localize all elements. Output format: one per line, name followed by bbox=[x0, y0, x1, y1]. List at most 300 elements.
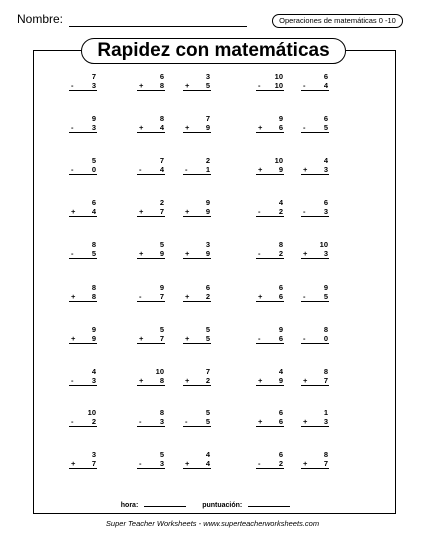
answer-line[interactable] bbox=[137, 343, 165, 344]
problem-bottom-line bbox=[66, 334, 96, 343]
problem-top-number: 4 bbox=[91, 367, 96, 376]
math-problem bbox=[134, 450, 178, 478]
math-problem bbox=[253, 408, 297, 436]
problem-bottom-number: 1 bbox=[205, 165, 210, 174]
problem-bottom-line bbox=[298, 249, 328, 258]
problem-top-number: 8 bbox=[278, 240, 283, 249]
problem-top-number: 8 bbox=[323, 325, 328, 334]
math-problem bbox=[66, 240, 110, 268]
answer-line[interactable] bbox=[183, 174, 211, 175]
problem-operator: + bbox=[71, 459, 76, 468]
problem-operator: + bbox=[185, 123, 190, 132]
problem-operator: - bbox=[71, 81, 74, 90]
problem-operator: + bbox=[258, 165, 263, 174]
problem-bottom-line bbox=[66, 165, 96, 174]
problem-bottom-number: 10 bbox=[274, 81, 283, 90]
problem-operator: + bbox=[139, 334, 144, 343]
problem-top-number: 5 bbox=[159, 240, 164, 249]
problem-bottom-line bbox=[253, 123, 283, 132]
answer-line[interactable] bbox=[137, 132, 165, 133]
problem-bottom-number: 5 bbox=[323, 292, 328, 301]
problem-top-number: 10 bbox=[319, 240, 328, 249]
worksheet-title: Rapidez con matemáticas bbox=[81, 38, 346, 64]
problem-top-number: 4 bbox=[278, 198, 283, 207]
math-problem bbox=[253, 367, 297, 395]
math-problem bbox=[298, 325, 342, 353]
problem-bottom-line bbox=[134, 165, 164, 174]
math-problem bbox=[298, 408, 342, 436]
problem-top-number: 6 bbox=[323, 72, 328, 81]
answer-line[interactable] bbox=[301, 385, 329, 386]
problem-top-number: 8 bbox=[323, 450, 328, 459]
problem-bottom-line bbox=[180, 292, 210, 301]
problem-bottom-line bbox=[298, 334, 328, 343]
problem-operator: + bbox=[303, 376, 308, 385]
problem-bottom-number: 3 bbox=[91, 376, 96, 385]
problem-top-number: 9 bbox=[91, 114, 96, 123]
problem-bottom-number: 2 bbox=[91, 417, 96, 426]
problem-bottom-number: 8 bbox=[159, 81, 164, 90]
answer-line[interactable] bbox=[137, 174, 165, 175]
problem-operator: - bbox=[258, 459, 261, 468]
math-problem bbox=[180, 72, 224, 100]
answer-line[interactable] bbox=[69, 343, 97, 344]
problem-top-number: 7 bbox=[91, 72, 96, 81]
answer-line[interactable] bbox=[256, 468, 284, 469]
problem-top-number: 9 bbox=[323, 283, 328, 292]
math-problem bbox=[253, 283, 297, 311]
problem-bottom-number: 3 bbox=[159, 417, 164, 426]
problem-bottom-line bbox=[66, 292, 96, 301]
problem-bottom-number: 3 bbox=[159, 459, 164, 468]
problem-top-number: 5 bbox=[159, 450, 164, 459]
math-problem bbox=[134, 156, 178, 184]
math-problem bbox=[134, 325, 178, 353]
problem-operator: + bbox=[258, 292, 263, 301]
problem-bottom-line bbox=[298, 123, 328, 132]
problem-operator: + bbox=[71, 334, 76, 343]
problem-operator: + bbox=[139, 249, 144, 258]
frame-top-right-line bbox=[346, 50, 396, 51]
problem-bottom-line bbox=[180, 123, 210, 132]
problem-bottom-line bbox=[66, 81, 96, 90]
math-problem bbox=[66, 198, 110, 226]
problem-top-number: 9 bbox=[159, 283, 164, 292]
problem-bottom-number: 3 bbox=[323, 165, 328, 174]
problem-bottom-number: 6 bbox=[278, 292, 283, 301]
answer-line[interactable] bbox=[69, 174, 97, 175]
math-problem bbox=[180, 114, 224, 142]
answer-line[interactable] bbox=[256, 90, 284, 91]
problem-bottom-line bbox=[66, 249, 96, 258]
problem-bottom-number: 9 bbox=[91, 334, 96, 343]
problem-bottom-number: 9 bbox=[205, 123, 210, 132]
problem-bottom-line bbox=[253, 165, 283, 174]
problem-bottom-number: 5 bbox=[205, 334, 210, 343]
answer-line[interactable] bbox=[256, 258, 284, 259]
math-problem bbox=[134, 240, 178, 268]
math-problem bbox=[134, 367, 178, 395]
problem-top-number: 9 bbox=[278, 325, 283, 334]
problem-bottom-number: 4 bbox=[323, 81, 328, 90]
problem-bottom-number: 2 bbox=[278, 249, 283, 258]
answer-line[interactable] bbox=[183, 385, 211, 386]
problem-operator: - bbox=[303, 334, 306, 343]
problem-top-number: 5 bbox=[205, 325, 210, 334]
answer-line[interactable] bbox=[69, 426, 97, 427]
problem-top-number: 6 bbox=[278, 283, 283, 292]
problem-bottom-number: 6 bbox=[278, 123, 283, 132]
problem-bottom-line bbox=[298, 207, 328, 216]
problem-bottom-line bbox=[298, 165, 328, 174]
answer-line[interactable] bbox=[183, 426, 211, 427]
math-problem bbox=[180, 367, 224, 395]
math-problem bbox=[253, 114, 297, 142]
answer-line[interactable] bbox=[256, 385, 284, 386]
math-problem bbox=[253, 240, 297, 268]
answer-line[interactable] bbox=[69, 301, 97, 302]
answer-line[interactable] bbox=[301, 216, 329, 217]
problem-top-number: 6 bbox=[323, 114, 328, 123]
problem-operator: - bbox=[71, 376, 74, 385]
problem-operator: - bbox=[185, 417, 188, 426]
math-problem bbox=[180, 198, 224, 226]
problem-bottom-line bbox=[253, 459, 283, 468]
problem-bottom-number: 7 bbox=[159, 292, 164, 301]
problem-bottom-line bbox=[134, 81, 164, 90]
answer-line[interactable] bbox=[301, 258, 329, 259]
problem-operator: - bbox=[258, 249, 261, 258]
problem-bottom-number: 9 bbox=[278, 165, 283, 174]
problem-operator: + bbox=[185, 376, 190, 385]
problem-top-number: 10 bbox=[274, 72, 283, 81]
problem-top-number: 7 bbox=[159, 156, 164, 165]
problem-bottom-number: 7 bbox=[323, 459, 328, 468]
problem-bottom-number: 2 bbox=[205, 376, 210, 385]
math-problem bbox=[253, 325, 297, 353]
problem-operator: - bbox=[303, 292, 306, 301]
math-problem bbox=[66, 72, 110, 100]
math-problem bbox=[134, 283, 178, 311]
problem-operator: + bbox=[258, 376, 263, 385]
problem-bottom-number: 8 bbox=[91, 292, 96, 301]
math-problem bbox=[66, 156, 110, 184]
answer-line[interactable] bbox=[301, 301, 329, 302]
problem-bottom-number: 6 bbox=[278, 334, 283, 343]
problem-top-number: 5 bbox=[159, 325, 164, 334]
math-problem bbox=[66, 408, 110, 436]
problem-bottom-line bbox=[253, 207, 283, 216]
problem-top-number: 9 bbox=[278, 114, 283, 123]
problem-bottom-number: 4 bbox=[205, 459, 210, 468]
math-problem bbox=[298, 156, 342, 184]
problem-operator: - bbox=[258, 334, 261, 343]
problem-bottom-line bbox=[298, 417, 328, 426]
problem-operator: + bbox=[303, 165, 308, 174]
problem-bottom-number: 4 bbox=[159, 165, 164, 174]
problem-operator: - bbox=[258, 207, 261, 216]
problem-operator: + bbox=[71, 207, 76, 216]
problem-bottom-number: 4 bbox=[91, 207, 96, 216]
math-problem bbox=[180, 450, 224, 478]
problem-operator: + bbox=[185, 292, 190, 301]
problem-operator: - bbox=[71, 165, 74, 174]
problem-bottom-number: 0 bbox=[323, 334, 328, 343]
problem-bottom-number: 3 bbox=[91, 123, 96, 132]
problem-operator: + bbox=[185, 459, 190, 468]
math-problem bbox=[66, 283, 110, 311]
math-problem bbox=[298, 198, 342, 226]
math-problem bbox=[66, 325, 110, 353]
problem-top-number: 6 bbox=[278, 450, 283, 459]
answer-line[interactable] bbox=[137, 468, 165, 469]
problem-bottom-line bbox=[134, 123, 164, 132]
answer-line[interactable] bbox=[256, 301, 284, 302]
problem-operator: + bbox=[71, 292, 76, 301]
math-problem bbox=[180, 240, 224, 268]
problem-bottom-line bbox=[180, 207, 210, 216]
math-problem bbox=[298, 450, 342, 478]
problem-top-number: 4 bbox=[278, 367, 283, 376]
problem-operator: + bbox=[258, 123, 263, 132]
problem-top-number: 8 bbox=[91, 283, 96, 292]
problem-bottom-number: 3 bbox=[91, 81, 96, 90]
problem-bottom-line bbox=[253, 376, 283, 385]
problem-bottom-line bbox=[180, 376, 210, 385]
answer-line[interactable] bbox=[301, 426, 329, 427]
problem-bottom-line bbox=[253, 334, 283, 343]
answer-line[interactable] bbox=[183, 343, 211, 344]
problem-top-number: 6 bbox=[159, 72, 164, 81]
problem-bottom-line bbox=[66, 207, 96, 216]
problem-bottom-line bbox=[298, 292, 328, 301]
score-label: puntuación: bbox=[202, 502, 243, 509]
answer-line[interactable] bbox=[256, 132, 284, 133]
problem-bottom-line bbox=[180, 81, 210, 90]
name-label: Nombre: bbox=[17, 12, 64, 26]
problem-bottom-line bbox=[134, 249, 164, 258]
answer-line[interactable] bbox=[256, 343, 284, 344]
problem-top-number: 6 bbox=[278, 408, 283, 417]
problem-bottom-number: 4 bbox=[159, 123, 164, 132]
problem-top-number: 8 bbox=[323, 367, 328, 376]
math-problem bbox=[66, 367, 110, 395]
problem-bottom-line bbox=[253, 292, 283, 301]
problem-bottom-line bbox=[180, 417, 210, 426]
problem-bottom-number: 9 bbox=[159, 249, 164, 258]
problem-bottom-line bbox=[298, 376, 328, 385]
problem-top-number: 8 bbox=[91, 240, 96, 249]
problem-operator: + bbox=[185, 249, 190, 258]
answer-line[interactable] bbox=[301, 174, 329, 175]
problem-top-number: 5 bbox=[205, 408, 210, 417]
problem-bottom-line bbox=[66, 459, 96, 468]
name-field-line[interactable] bbox=[69, 26, 247, 27]
score-row bbox=[0, 500, 425, 509]
problem-bottom-number: 8 bbox=[159, 376, 164, 385]
problem-top-number: 8 bbox=[159, 408, 164, 417]
math-problem bbox=[134, 114, 178, 142]
answer-line[interactable] bbox=[137, 301, 165, 302]
problem-bottom-line bbox=[134, 292, 164, 301]
math-problem bbox=[180, 283, 224, 311]
math-problem bbox=[253, 450, 297, 478]
problem-bottom-line bbox=[298, 459, 328, 468]
answer-line[interactable] bbox=[69, 90, 97, 91]
answer-line[interactable] bbox=[69, 132, 97, 133]
problem-top-number: 10 bbox=[155, 367, 164, 376]
problem-bottom-line bbox=[66, 376, 96, 385]
problem-operator: - bbox=[303, 123, 306, 132]
problem-operator: - bbox=[258, 81, 261, 90]
math-problem bbox=[66, 450, 110, 478]
answer-line[interactable] bbox=[183, 468, 211, 469]
problem-bottom-line bbox=[180, 459, 210, 468]
answer-line[interactable] bbox=[183, 216, 211, 217]
answer-line[interactable] bbox=[183, 90, 211, 91]
footer-credit: Super Teacher Worksheets - www.superteacherworksheets.com bbox=[105, 519, 320, 528]
math-problem bbox=[298, 114, 342, 142]
answer-line[interactable] bbox=[301, 90, 329, 91]
problem-top-number: 6 bbox=[323, 198, 328, 207]
problem-bottom-number: 7 bbox=[159, 207, 164, 216]
problem-bottom-number: 2 bbox=[205, 292, 210, 301]
problem-bottom-number: 3 bbox=[323, 417, 328, 426]
problem-bottom-number: 7 bbox=[159, 334, 164, 343]
problem-operator: + bbox=[185, 334, 190, 343]
problem-bottom-number: 7 bbox=[323, 376, 328, 385]
topic-badge: Operaciones de matemáticas 0 -10 bbox=[272, 14, 403, 28]
problem-top-number: 10 bbox=[87, 408, 96, 417]
problem-operator: + bbox=[303, 459, 308, 468]
problem-top-number: 6 bbox=[205, 283, 210, 292]
problem-top-number: 3 bbox=[205, 240, 210, 249]
problem-operator: - bbox=[185, 165, 188, 174]
problem-operator: - bbox=[71, 249, 74, 258]
answer-line[interactable] bbox=[256, 216, 284, 217]
answer-line[interactable] bbox=[301, 343, 329, 344]
answer-line[interactable] bbox=[301, 132, 329, 133]
math-problem bbox=[253, 198, 297, 226]
answer-line[interactable] bbox=[69, 468, 97, 469]
math-problem bbox=[134, 408, 178, 436]
answer-line[interactable] bbox=[137, 258, 165, 259]
problem-bottom-number: 2 bbox=[278, 207, 283, 216]
problem-top-number: 10 bbox=[274, 156, 283, 165]
frame-top-left-line bbox=[33, 50, 81, 51]
problem-bottom-line bbox=[253, 81, 283, 90]
answer-line[interactable] bbox=[69, 258, 97, 259]
problem-operator: - bbox=[139, 417, 142, 426]
problem-operator: - bbox=[139, 292, 142, 301]
problem-operator: + bbox=[185, 81, 190, 90]
problem-bottom-number: 0 bbox=[91, 165, 96, 174]
answer-line[interactable] bbox=[183, 132, 211, 133]
problem-operator: + bbox=[258, 417, 263, 426]
answer-line[interactable] bbox=[69, 385, 97, 386]
problem-operator: + bbox=[139, 81, 144, 90]
problem-top-number: 3 bbox=[91, 450, 96, 459]
problem-bottom-number: 9 bbox=[205, 249, 210, 258]
problem-top-number: 2 bbox=[159, 198, 164, 207]
problem-bottom-number: 5 bbox=[91, 249, 96, 258]
math-problem bbox=[180, 156, 224, 184]
problem-bottom-number: 6 bbox=[278, 417, 283, 426]
math-problem bbox=[180, 408, 224, 436]
problem-bottom-line bbox=[134, 334, 164, 343]
problem-bottom-line bbox=[180, 334, 210, 343]
time-label: hora: bbox=[120, 502, 139, 509]
problem-bottom-number: 5 bbox=[205, 417, 210, 426]
math-problem bbox=[298, 367, 342, 395]
problem-top-number: 4 bbox=[323, 156, 328, 165]
answer-line[interactable] bbox=[137, 385, 165, 386]
problem-bottom-number: 3 bbox=[323, 207, 328, 216]
math-problem bbox=[134, 72, 178, 100]
problem-operator: - bbox=[139, 459, 142, 468]
problem-operator: - bbox=[71, 417, 74, 426]
answer-line[interactable] bbox=[183, 258, 211, 259]
problem-bottom-line bbox=[298, 81, 328, 90]
problem-bottom-line bbox=[66, 417, 96, 426]
answer-line[interactable] bbox=[256, 174, 284, 175]
answer-line[interactable] bbox=[256, 426, 284, 427]
problem-top-number: 1 bbox=[323, 408, 328, 417]
answer-line[interactable] bbox=[69, 216, 97, 217]
problem-operator: - bbox=[139, 165, 142, 174]
time-field-line[interactable] bbox=[144, 500, 186, 507]
problem-operator: - bbox=[71, 123, 74, 132]
problem-top-number: 9 bbox=[91, 325, 96, 334]
problem-bottom-line bbox=[134, 207, 164, 216]
answer-line[interactable] bbox=[137, 90, 165, 91]
problem-operator: - bbox=[303, 207, 306, 216]
problem-top-number: 6 bbox=[91, 198, 96, 207]
math-problem bbox=[298, 240, 342, 268]
problem-operator: + bbox=[139, 207, 144, 216]
math-problem bbox=[253, 156, 297, 184]
problem-bottom-number: 5 bbox=[323, 123, 328, 132]
problem-bottom-number: 2 bbox=[278, 459, 283, 468]
problem-operator: + bbox=[303, 249, 308, 258]
math-problem bbox=[298, 72, 342, 100]
problem-bottom-line bbox=[180, 165, 210, 174]
score-field-line[interactable] bbox=[248, 500, 290, 507]
problem-operator: + bbox=[303, 417, 308, 426]
problem-operator: + bbox=[185, 207, 190, 216]
problem-bottom-number: 9 bbox=[205, 207, 210, 216]
problem-operator: + bbox=[139, 376, 144, 385]
problem-top-number: 4 bbox=[205, 450, 210, 459]
answer-line[interactable] bbox=[183, 301, 211, 302]
math-problem bbox=[298, 283, 342, 311]
problem-top-number: 7 bbox=[205, 114, 210, 123]
answer-line[interactable] bbox=[137, 426, 165, 427]
problem-top-number: 3 bbox=[205, 72, 210, 81]
answer-line[interactable] bbox=[301, 468, 329, 469]
math-problem bbox=[134, 198, 178, 226]
math-problem bbox=[180, 325, 224, 353]
problem-operator: - bbox=[303, 81, 306, 90]
problem-bottom-line bbox=[180, 249, 210, 258]
problem-top-number: 7 bbox=[205, 367, 210, 376]
problem-top-number: 2 bbox=[205, 156, 210, 165]
problem-top-number: 9 bbox=[205, 198, 210, 207]
problem-bottom-number: 5 bbox=[205, 81, 210, 90]
problem-bottom-line bbox=[253, 417, 283, 426]
answer-line[interactable] bbox=[137, 216, 165, 217]
problem-top-number: 8 bbox=[159, 114, 164, 123]
